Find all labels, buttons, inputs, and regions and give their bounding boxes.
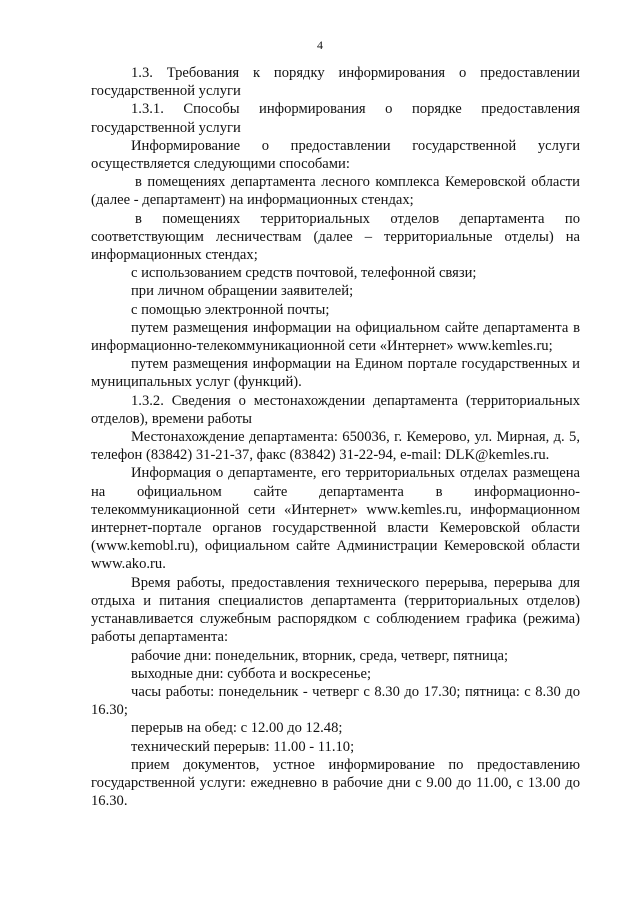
paragraph-working-time-intro: Время работы, предоставления технического перерыва, перерыва для отдыха и питания специалистов департамента (территориальных отделов) устанавливается служебным распорядком с соблюдением графика (режима) работы департамента: <box>91 574 580 646</box>
list-item-official-website: путем размещения информации на официальном сайте департамента в информационно-телекоммуникационной сети «Интернет» www.kemles.ru; <box>91 319 580 355</box>
list-item-department-premises: в помещениях департамента лесного комплекса Кемеровской области (далее - департамент) на информационных стендах; <box>91 174 580 209</box>
list-item-unified-portal: путем размещения информации на Едином портале государственных и муниципальных услуг (функций). <box>91 356 580 391</box>
subsection-heading-1-3-1: 1.3.1. Способы информирования о порядке предоставления государственной услуги <box>91 101 580 136</box>
subsection-heading-1-3-2: 1.3.2. Сведения о местонахождении департамента (территориальных отделов), времени работы <box>91 392 580 427</box>
paragraph-info-websites: Информация о департаменте, его территориальных отделах размещена на официальном сайте департамента в информационно-телекоммуникационной сети «Интернет» www.kemles.ru, информационном интернет-портале органов государственной власти Кемеровской области (www.kemobl.ru), официальном сайте Администрации Кемеровской области www.ako.ru. <box>91 465 580 573</box>
schedule-working-hours: часы работы: понедельник - четверг с 8.30 до 17.30; пятница: с 8.30 до 16.30; <box>91 683 580 719</box>
list-item-territorial-offices: в помещениях территориальных отделов департамента по соответствующим лесничествам (далее – территориальные отделы) на информационных стендах; <box>91 210 580 264</box>
list-item-email: с помощью электронной почты; <box>131 301 330 318</box>
schedule-lunch-break: перерыв на обед: с 12.00 до 12.48; <box>131 720 343 737</box>
schedule-document-reception: прием документов, устное информирование по предоставлению государственной услуги: ежедневно в рабочие дни с 9.00 до 11.00, с 13.00 до 16.30. <box>91 756 580 810</box>
page-number: 4 <box>317 38 323 52</box>
section-heading-1-3: 1.3. Требования к порядку информирования о предоставлении государственной услуги <box>91 65 580 100</box>
list-item-personal-visit: при личном обращении заявителей; <box>131 283 354 300</box>
list-item-postal-phone: с использованием средств почтовой, телефонной связи; <box>131 265 477 282</box>
paragraph-informing-methods-intro: Информирование о предоставлении государственной услуги осуществляется следующими способами: <box>91 137 580 173</box>
document-body <box>91 64 580 810</box>
schedule-days-off: выходные дни: суббота и воскресенье; <box>131 665 371 682</box>
schedule-working-days: рабочие дни: понедельник, вторник, среда, четверг, пятница; <box>131 647 509 664</box>
schedule-technical-break: технический перерыв: 11.00 - 11.10; <box>131 738 355 755</box>
paragraph-location-contacts: Местонахождение департамента: 650036, г. Кемерово, ул. Мирная, д. 5, телефон (83842) 31-21-37, факс (83842) 31-22-94, e-mail: DLK@kemles.ru. <box>91 429 580 464</box>
